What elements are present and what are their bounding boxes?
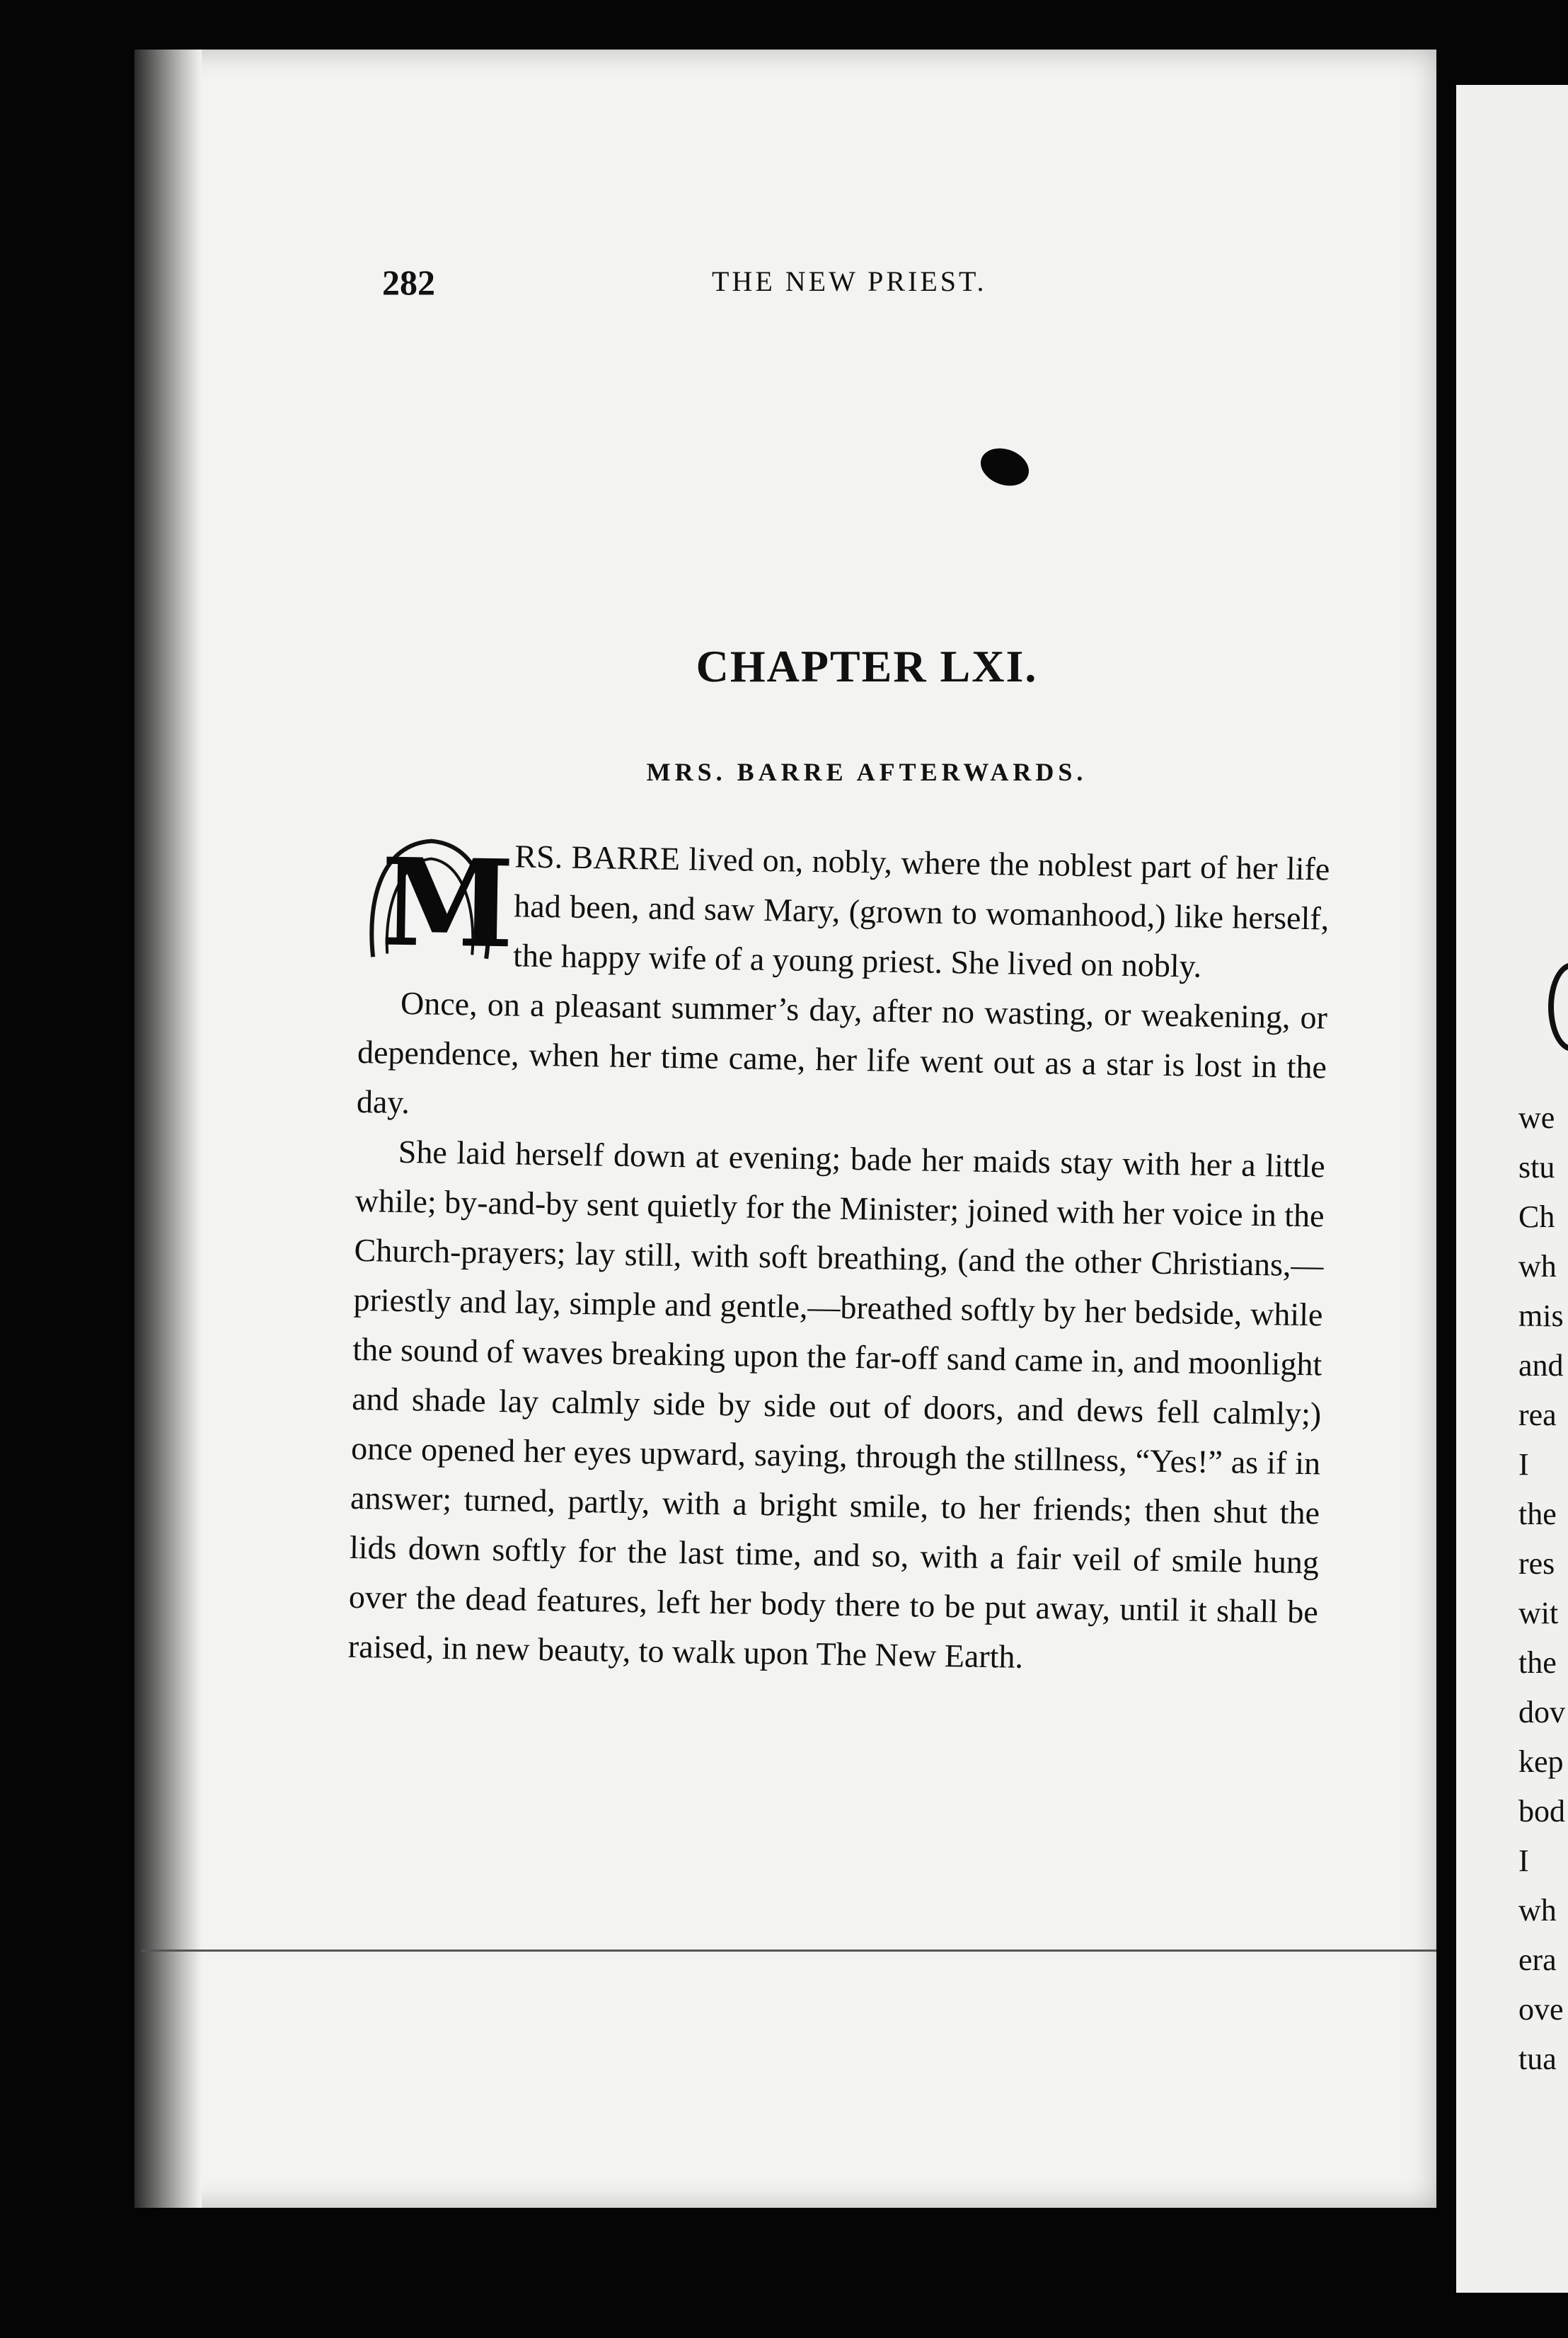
chapter-title: CHAPTER LXI. [696, 641, 1038, 691]
facing-line: I [1518, 1447, 1529, 1482]
facing-line: ove [1518, 1992, 1564, 2027]
facing-line: we [1518, 1100, 1555, 1135]
chapter-body [347, 829, 1330, 1686]
facing-line: era [1518, 1942, 1557, 1977]
facing-line: I [1518, 1843, 1529, 1878]
facing-line: wh [1518, 1893, 1557, 1928]
running-title: THE NEW PRIEST. [712, 265, 987, 297]
paragraph-1-text: RS. BARRE lived on, nobly, where the noblest part of her life had been, and saw Mary, (grown to womanhood,) like herself, the happy wife of a young priest. She lived on nobly. [512, 838, 1330, 984]
facing-line: res [1518, 1546, 1555, 1581]
facing-line: stu [1518, 1150, 1555, 1185]
facing-page-ornament-icon [1548, 962, 1568, 1052]
facing-line: dov [1518, 1695, 1565, 1729]
page-gutter-shadow [134, 50, 202, 2208]
facing-line: bod [1518, 1794, 1565, 1829]
facing-line: the [1518, 1497, 1557, 1531]
facing-page-text [1518, 1093, 1565, 2084]
facing-line: the [1518, 1645, 1557, 1680]
page-header [382, 262, 1302, 304]
paragraph-2: Once, on a pleasant summer’s day, after no wasting, or weakening, or dependence, when her time came, her life went out as a star is lost in the day. [356, 984, 1328, 1121]
facing-line: rea [1518, 1398, 1557, 1432]
facing-line: kep [1518, 1744, 1564, 1779]
facing-line: and [1518, 1348, 1564, 1383]
paragraph-1 [359, 829, 1330, 993]
facing-line: Ch [1518, 1199, 1555, 1234]
drop-cap [359, 829, 516, 976]
chapter-subtitle: MRS. BARRE AFTERWARDS. [646, 758, 1088, 786]
facing-line: mis [1518, 1298, 1564, 1333]
facing-line: wh [1518, 1249, 1557, 1284]
page-bottom-rule [142, 1950, 1436, 1952]
facing-line: tua [1518, 2042, 1557, 2076]
drop-cap-letter: M [379, 831, 516, 976]
facing-line: wit [1518, 1596, 1559, 1630]
book-page-right-facing [1456, 85, 1568, 2293]
page-number: 282 [382, 263, 435, 302]
paragraph-3: She laid herself down at evening; bade her maids stay with her a little while; by-and-by sent quietly for the Minister; joined with her voice in the Church-prayers; lay still, with soft breathing, (and the other Christians,—priestly and lay, simple and gentle,—breathed softly by her bedside, while the sound of waves breaking upon the far-off sand came in, and moonlight and shade lay calmly side by side out of doors, and dews fell calmly;) once opened her eyes upward, saying, through the stillness, “Yes!” as if in answer; turned, partly, with a bright smile, to her friends; then shut the lids down softly for the last time, and so, with a fair veil of smile hung over the dead features, left her body there to be put away, until it shall be raised, in new beauty, to walk upon The New Earth. [347, 1133, 1326, 1675]
